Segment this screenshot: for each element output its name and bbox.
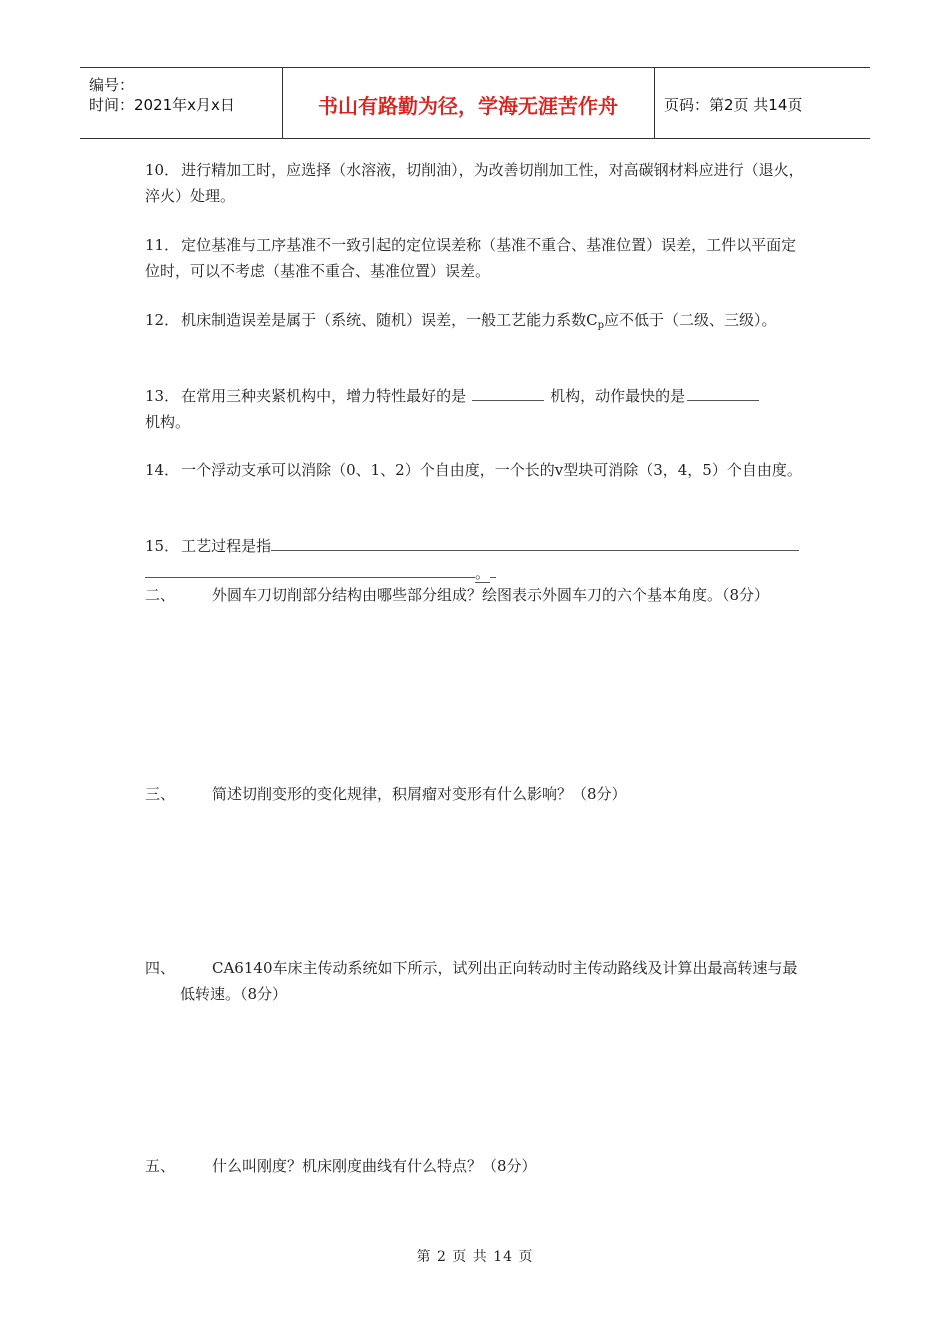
- question-15: [145, 532, 809, 586]
- page-footer: 第 2 页 共 14 页: [416, 1249, 534, 1265]
- question-number: 12．: [145, 311, 180, 329]
- question-text-part: 应不低于（二级、三级）。: [603, 311, 777, 329]
- question-text-part: 机床制造误差是属于（系统、随机）误差，一般工艺能力系数C: [181, 311, 598, 329]
- question-13: [145, 382, 809, 435]
- header-page-cell: [654, 68, 870, 138]
- section-text: 简述切削变形的变化规律，积屑瘤对变形有什么影响？（8分）: [212, 785, 627, 803]
- section-text: 什么叫刚度？机床刚度曲线有什么特点？（8分）: [212, 1157, 537, 1175]
- question-text: 定位基准与工序基准不一致引起的定位误差称（基准不重合、基准位置）误差，工件以平面定位时，可以不考虑（基准不重合、基准位置）误差。: [145, 236, 797, 280]
- section-number: 四、: [145, 959, 176, 977]
- subscript: p: [597, 320, 604, 331]
- question-text: 工艺过程是指: [181, 537, 272, 555]
- answer-blank[interactable]: [687, 382, 759, 401]
- answer-blank[interactable]: [472, 382, 544, 401]
- answer-blank[interactable]: [145, 559, 475, 578]
- question-text: 一个浮动支承可以消除（0、1、2）个自由度，一个长的v型块可消除（3，4，5）个自由度。: [181, 461, 802, 479]
- answer-blank[interactable]: [271, 532, 799, 551]
- section-text: CA6140车床主传动系统如下所示，试列出正向转动时主传动路线及计算出最高转速与最低转速。（8分）: [180, 959, 798, 1003]
- question-number: 14．: [145, 461, 180, 479]
- question-number: 10．: [145, 161, 180, 179]
- header-motto-cell: [282, 68, 655, 138]
- question-text-part: 机构，动作最快的是: [550, 387, 686, 405]
- section-text: 外圆车刀切削部分结构由哪些部分组成？绘图表示外圆车刀的六个基本角度。（8分）: [212, 586, 770, 604]
- section-number: 二、: [145, 586, 176, 604]
- section-4: [145, 955, 809, 1007]
- section-3: [145, 781, 809, 807]
- date-label: 时间：2021年x月x日: [89, 96, 235, 114]
- question-number: 11．: [145, 236, 180, 254]
- page-info: 页码：第2页 共14页: [664, 96, 803, 114]
- question-10: [145, 157, 809, 209]
- motto-text: 书山有路勤为径，学海无涯苦作舟: [318, 94, 618, 118]
- code-label: 编号：: [89, 76, 135, 94]
- header-meta-cell: [80, 68, 283, 138]
- answer-blank-tail: [490, 559, 496, 578]
- question-number: 15．: [145, 537, 180, 555]
- question-14: [145, 457, 809, 483]
- section-number: 五、: [145, 1157, 176, 1175]
- section-5: [145, 1153, 809, 1179]
- question-text: 进行精加工时，应选择（水溶液，切削油），为改善切削加工性，对高碳钢材料应进行（退火，淬火）处理。: [145, 161, 804, 205]
- question-number: 13．: [145, 387, 180, 405]
- question-text-part: 机构。: [145, 413, 191, 431]
- question-12: [145, 307, 809, 339]
- section-number: 三、: [145, 785, 176, 803]
- question-text-part: 在常用三种夹紧机构中，增力特性最好的是: [181, 387, 467, 405]
- section-2: [145, 582, 809, 608]
- question-end-mark: 。: [475, 564, 491, 582]
- page-header: [80, 67, 870, 139]
- question-11: [145, 232, 809, 284]
